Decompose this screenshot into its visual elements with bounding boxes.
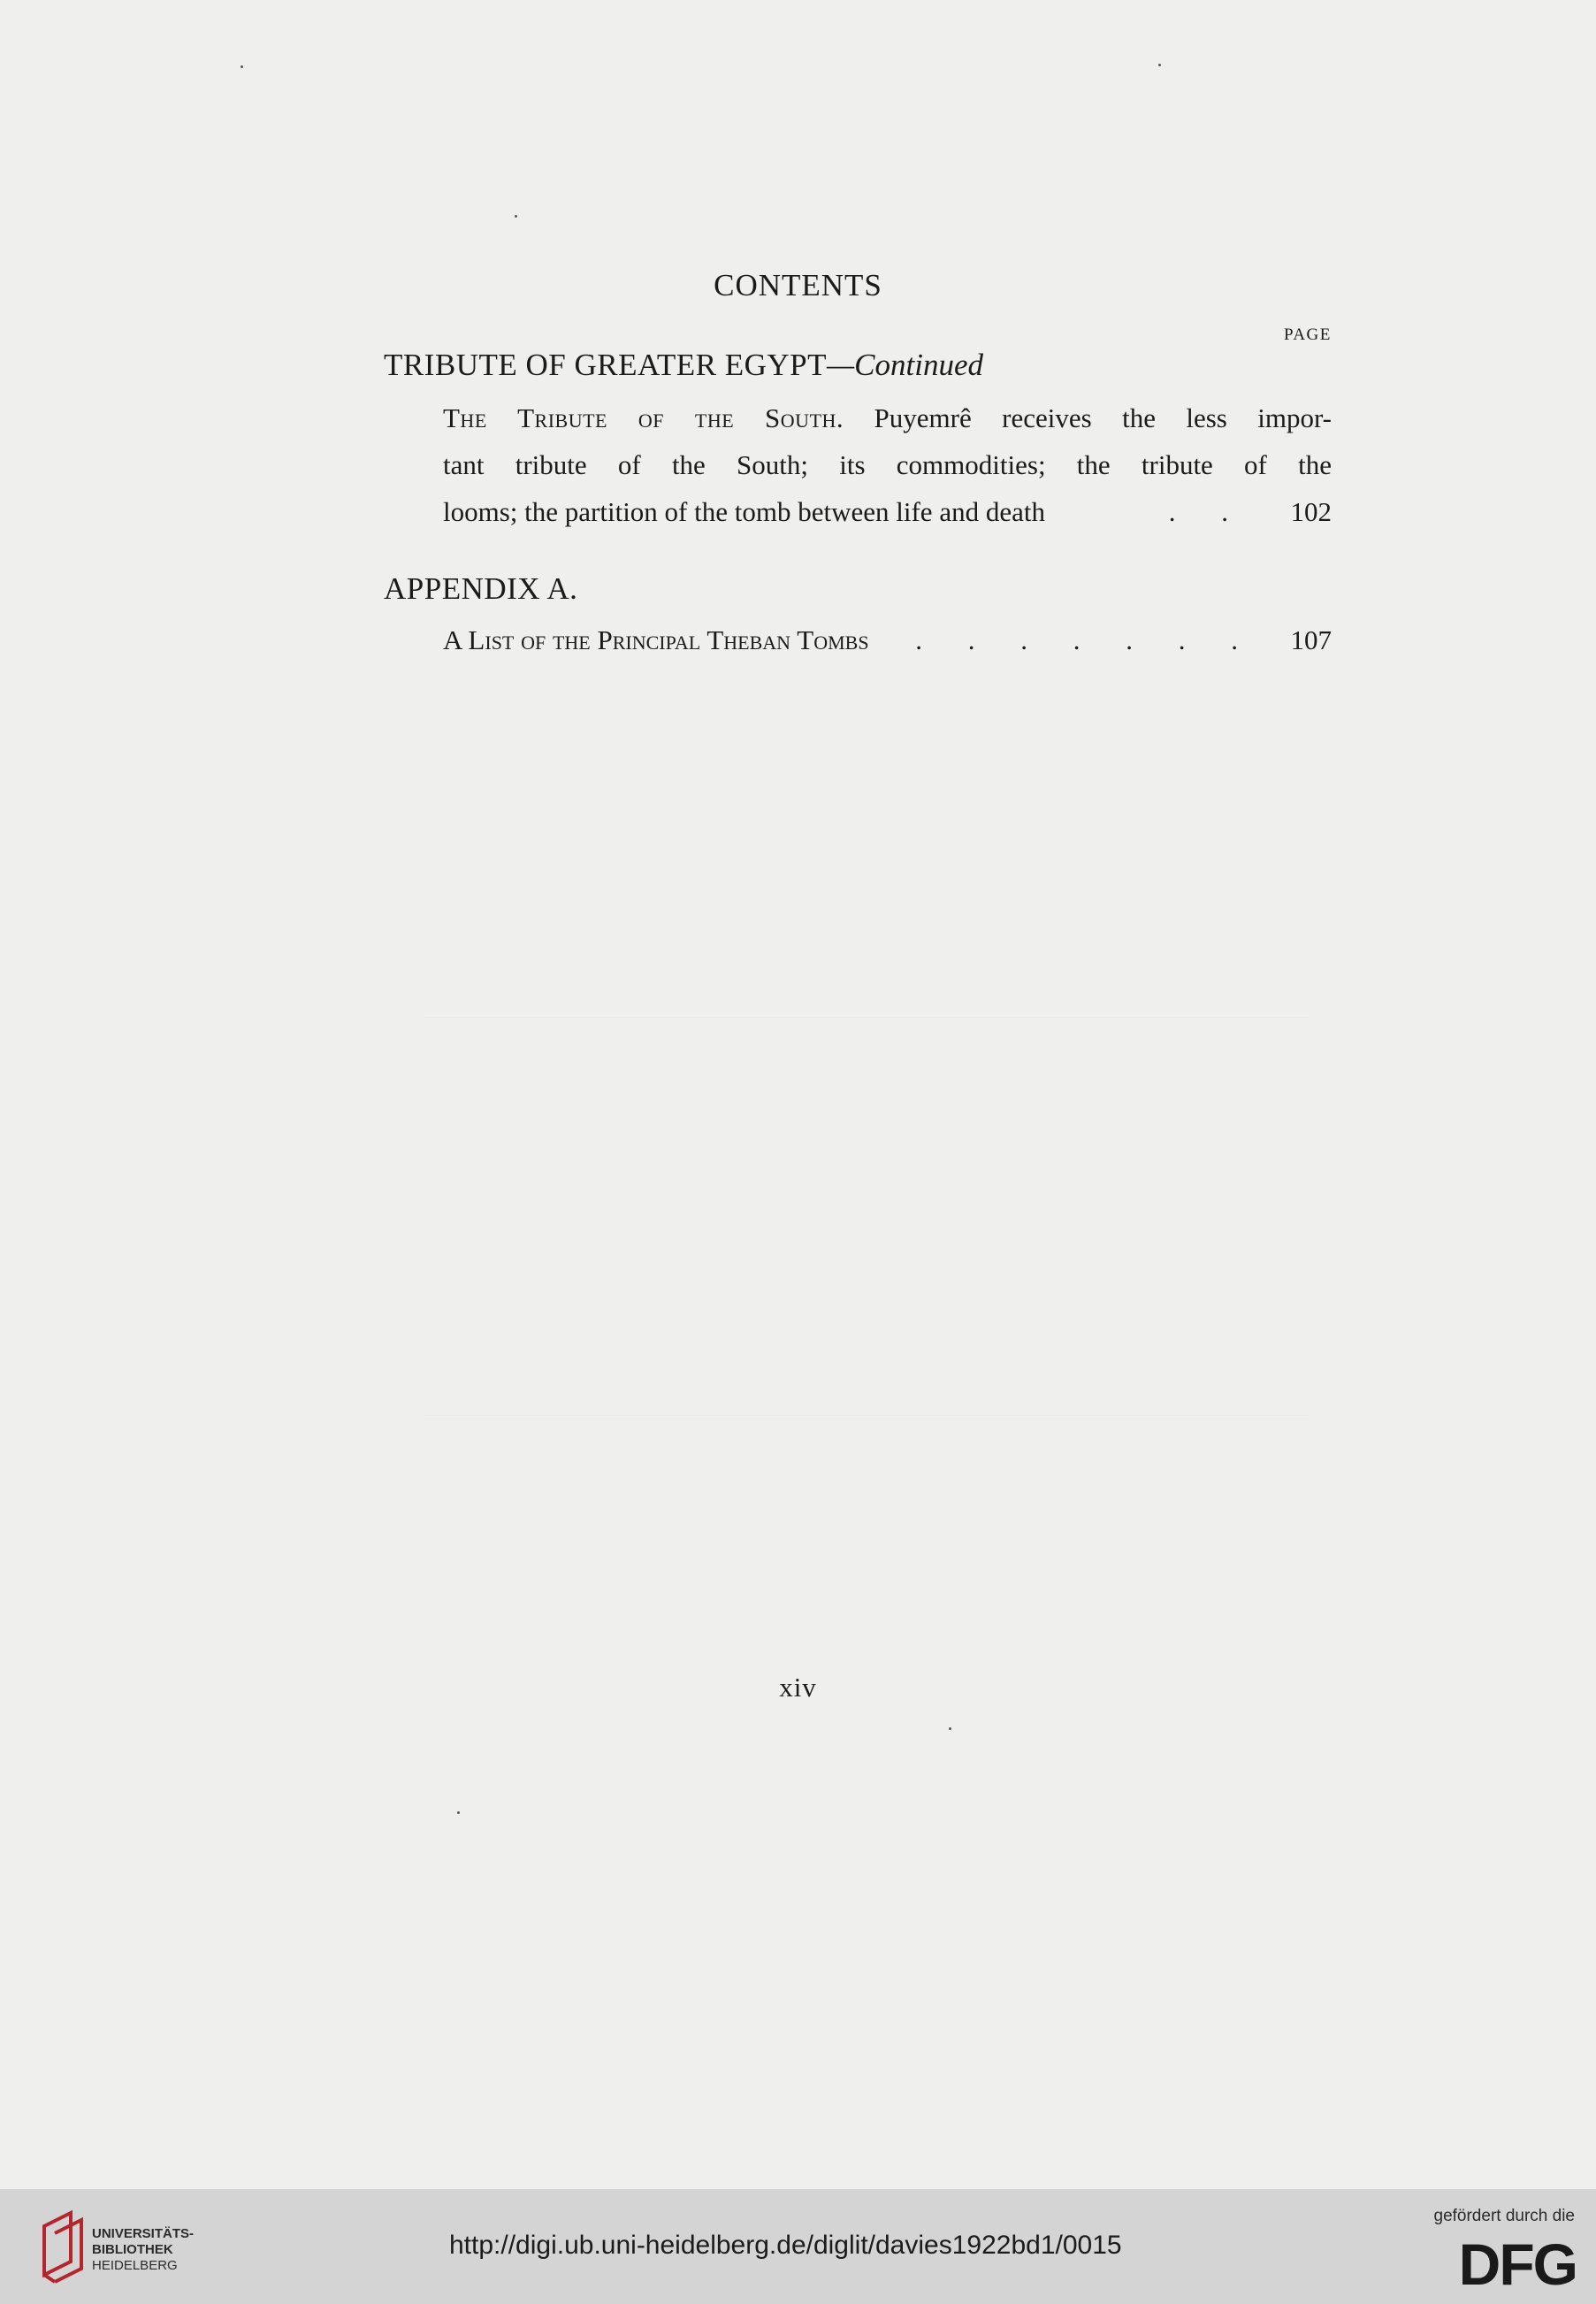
library-name-line: UNIVERSITÄTS- bbox=[92, 2226, 195, 2241]
funding-label: gefördert durch die bbox=[1433, 2207, 1575, 2225]
entry-line bbox=[443, 488, 1332, 535]
page-column-label: PAGE bbox=[1284, 325, 1332, 344]
folio-page-number: xiv bbox=[779, 1672, 817, 1703]
page-number: 107 bbox=[1290, 624, 1332, 655]
entry-text: looms; the partition of the tomb between life and death bbox=[443, 496, 1045, 527]
library-name-line: HEIDELBERG bbox=[92, 2258, 178, 2273]
page-number: 102 bbox=[1290, 496, 1332, 527]
library-name bbox=[92, 2226, 194, 2274]
section-title-appendix-a: APPENDIX A. bbox=[384, 571, 578, 606]
entry-line bbox=[443, 616, 1332, 663]
leader-dots: . . . . . . . bbox=[915, 624, 1257, 655]
speck bbox=[515, 215, 517, 218]
dfg-logo[interactable]: DFG bbox=[1458, 2231, 1577, 2297]
section-title-tribute bbox=[384, 348, 983, 383]
contents-heading: CONTENTS bbox=[714, 268, 882, 302]
toc-entry-tribute-of-the-south[interactable] bbox=[443, 394, 1332, 535]
ub-heidelberg-logo-icon[interactable] bbox=[35, 2208, 99, 2285]
digitization-footer bbox=[0, 2189, 1596, 2304]
library-name-line: BIBLIOTHEK bbox=[92, 2242, 173, 2257]
entry-line bbox=[443, 394, 1332, 441]
entry-title: The Tribute of the South. bbox=[443, 402, 844, 433]
speck bbox=[241, 65, 243, 68]
speck bbox=[457, 1811, 460, 1814]
section-title-text: TRIBUTE OF GREATER EGYPT bbox=[384, 348, 828, 382]
section-title-continued: —Continued bbox=[827, 348, 983, 382]
leader-dots: . . bbox=[1168, 496, 1248, 527]
toc-entry-list-of-theban-tombs[interactable] bbox=[443, 616, 1332, 663]
speck bbox=[1158, 64, 1161, 66]
permalink-url[interactable]: http://digi.ub.uni-heidelberg.de/diglit/davies1922bd1/0015 bbox=[449, 2231, 1122, 2260]
entry-line: tant tribute of the South; its commodities; the tribute of the bbox=[443, 449, 1332, 480]
entry-text: Puyemrê receives the less impor- bbox=[844, 402, 1333, 433]
show-through-line bbox=[424, 1017, 1309, 1018]
speck bbox=[949, 1727, 951, 1730]
entry-title: A List of the Principal Theban Tombs bbox=[443, 624, 869, 655]
show-through-line bbox=[424, 1415, 1309, 1416]
